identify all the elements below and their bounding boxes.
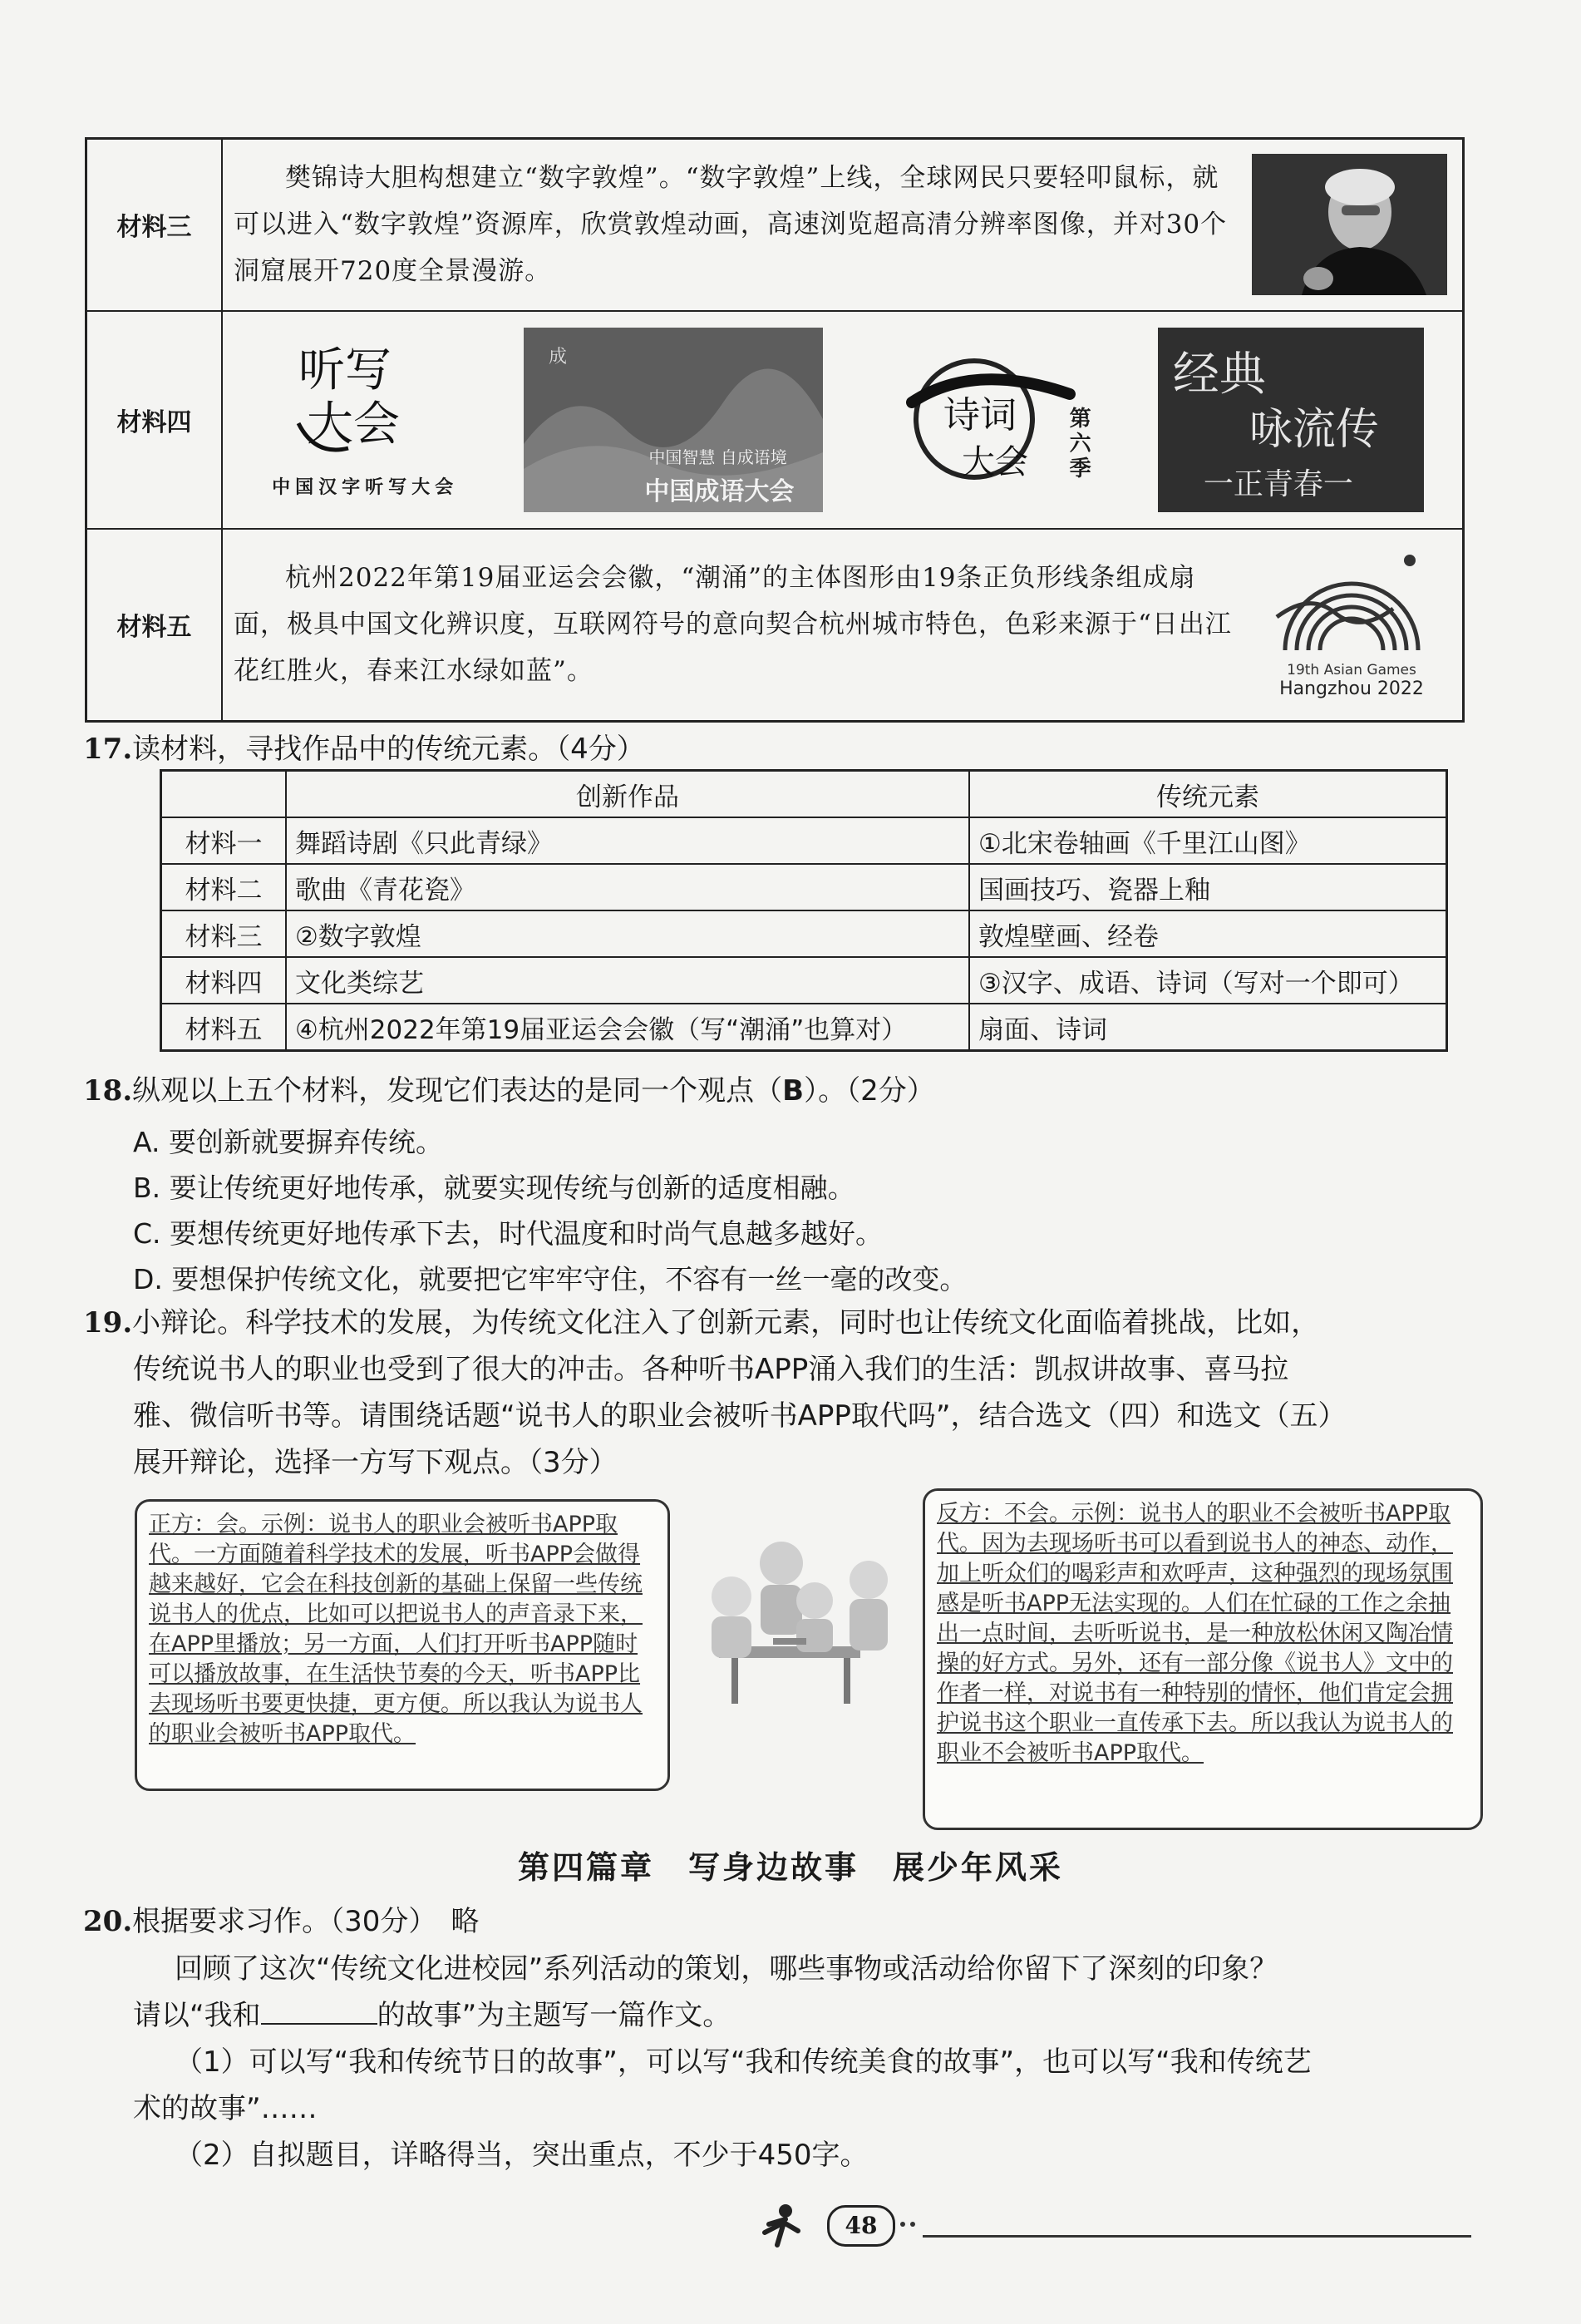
table-cell: ④杭州2022年第19届亚运会会徽（写“潮涌”也算对） (286, 1004, 969, 1051)
asian-games-line1: 19th Asian Games (1287, 661, 1416, 678)
table-cell: 文化类综艺 (286, 957, 969, 1004)
pro-speech-bubble (135, 1499, 670, 1791)
table-cell: 材料三 (161, 910, 287, 957)
table-cell: 材料二 (161, 864, 287, 910)
svg-text:大会: 大会 (307, 397, 401, 451)
materials-table (85, 137, 1465, 723)
q20-line-2b: 的故事”为主题写一篇作文。 (377, 1999, 731, 2032)
poetry-season: 第六季 (1069, 406, 1091, 481)
q20-number: 20. (83, 1905, 133, 1938)
material-4-row (86, 311, 1464, 529)
classics-line3: 一正青春一 (1203, 466, 1353, 501)
svg-text:成: 成 (549, 346, 568, 368)
table-cell: 材料五 (161, 1004, 287, 1051)
svg-text:大会: 大会 (961, 442, 1028, 481)
poetry-logo (879, 328, 1103, 512)
q18-text-after: ）。（2分） (804, 1074, 935, 1108)
asian-games-emblem-icon (1268, 550, 1435, 659)
pro-text: 正方：会。示例：说书人的职业会被听书APP取代。一方面随着科学技术的发展，听书APP会做得越来越好，它会在科技创新的基础上保留一些传统说书人的优点，比如可以把说书人的声音录下来，在APP里播放；另一方面，人们打开听书APP随时可以播放故事，在生活快节奏的今天，听书APP比去现场听书要更快捷，更方便。所以我认为说书人的职业会被听书APP取代。 (149, 1512, 643, 1747)
children-discussion-illustration (682, 1530, 906, 1713)
q19-line-3: 雅、微信听书等。请围绕话题“说书人的职业会被听书APP取代吗”，结合选文（四）和选文（五） (133, 1399, 1347, 1433)
q18-stem (83, 1067, 935, 1115)
asian-games-line2: Hangzhou 2022 (1279, 678, 1424, 699)
idiom-subtitle: 中国智慧 自成语境 (648, 447, 787, 467)
table-cell: 舞蹈诗剧《只此青绿》 (286, 817, 969, 864)
q20-line-1: 回顾了这次“传统文化进校园”系列活动的策划，哪些事物或活动给你留下了深刻的印象？ (175, 1952, 1278, 1986)
dictation-calligraphy-icon (290, 340, 440, 465)
q19-line-1 (83, 1299, 1319, 1347)
q18-text-before: 纵观以上五个材料，发现它们表达的是同一个观点（ (132, 1074, 783, 1108)
q19-line-4: 展开辩论，选择一方写下观点。（3分） (133, 1446, 618, 1479)
q19-line-2: 传统说书人的职业也受到了很大的冲击。各种听书APP涌入我们的生活：凯叔讲故事、喜马拉 (133, 1353, 1289, 1386)
svg-text:听写: 听写 (298, 343, 392, 397)
q20-stem (83, 1897, 479, 1946)
table-cell: ②数字敦煌 (286, 910, 969, 957)
classics-line2: 咏流传 (1249, 404, 1379, 455)
q18-option-c: C. 要想传统更好地传承下去，时代温度和时尚气息越多越好。 (133, 1217, 884, 1250)
q17-header-row (161, 771, 1447, 818)
table-cell: 歌曲《青花瓷》 (286, 864, 969, 910)
table-cell: ①北宋卷轴画《千里江山图》 (969, 817, 1447, 864)
material-5-row (86, 529, 1464, 722)
classics-logo (1158, 328, 1424, 512)
con-text: 反方：不会。示例：说书人的职业不会被听书APP取代。因为去现场听书可以看到说书人的神态、动作，加上听众们的喝彩声和欢呼声，这种强烈的现场氛围感是听书APP无法实现的。人们在忙碌的工作之余抽出一点时间，去听听说书，是一种放松休闲又陶冶情操的好方式。另外，还有一部分像《说书人》文中的作者一样，对说书有一种特别的情怀，他们肯定会拥护说书这个职业一直传承下去。所以我认为说书人的职业不会被听书APP取代。 (937, 1501, 1453, 1766)
table-cell: 扇面、诗词 (969, 1004, 1447, 1051)
table-row (161, 817, 1447, 864)
footer-rule (923, 2235, 1471, 2238)
table-cell: 材料四 (161, 957, 287, 1004)
table-cell: ③汉字、成语、诗词（写对一个即可） (969, 957, 1447, 1004)
con-speech-bubble (923, 1488, 1483, 1830)
q20-line-2 (133, 1991, 731, 2040)
dot-decoration (900, 2222, 905, 2227)
material-3-text: 樊锦诗大胆构想建立“数字敦煌”。“数字敦煌”上线，全球网民只要轻叩鼠标，就可以进入“数字敦煌”资源库，欣赏敦煌动画，高速浏览超高清分辨率图像，并对30个洞窟展开720度全景漫游。 (234, 163, 1228, 287)
table-cell: 国画技巧、瓷器上釉 (969, 864, 1447, 910)
table-cell: 材料一 (161, 817, 287, 864)
q18-number: 18. (83, 1074, 133, 1108)
q17-header-1: 创新作品 (286, 771, 969, 818)
material-5-cell (222, 529, 1464, 722)
q20-line-2a: 请以“我和 (133, 1999, 261, 2032)
q17-text: 读材料，寻找作品中的传统元素。（4分） (132, 733, 645, 766)
q18-option-d: D. 要想保护传统文化，就要把它牢牢守住，不容有一丝一毫的改变。 (133, 1263, 968, 1295)
table-row (161, 957, 1447, 1004)
portrait-photo (1252, 154, 1447, 295)
table-row (161, 1004, 1447, 1051)
table-row (161, 864, 1447, 910)
q17-table (160, 769, 1448, 1052)
q17-stem (83, 725, 645, 773)
dictation-logo (261, 340, 469, 499)
q19-text-1: 小辩论。科学技术的发展，为传统文化注入了创新元素，同时也让传统文化面临着挑战，比如， (132, 1306, 1320, 1340)
svg-text:诗词: 诗词 (943, 393, 1017, 437)
material-3-row (86, 139, 1464, 311)
material-3-cell (222, 139, 1464, 311)
q17-header-0 (161, 771, 287, 818)
idiom-logo (524, 328, 823, 512)
q17-header-2: 传统元素 (969, 771, 1447, 818)
classics-line1: 经典 (1172, 347, 1266, 402)
table-cell: 敦煌壁画、经卷 (969, 910, 1447, 957)
chapter-title: 第四篇章 写身边故事 展少年风采 (517, 1849, 1063, 1886)
q17-number: 17. (83, 733, 133, 766)
idiom-caption: 中国成语大会 (644, 476, 795, 506)
dictation-caption: 中国汉字听写大会 (272, 477, 459, 498)
q20-req-2: （2）自拟题目，详略得当，突出重点，不少于450字。 (175, 2139, 869, 2172)
blank-line (261, 1998, 377, 2025)
running-figure-icon (752, 2199, 810, 2249)
asian-games-logo (1252, 550, 1451, 699)
q19-number: 19. (83, 1306, 133, 1340)
dot-decoration (910, 2222, 915, 2227)
q20-req-1b: 术的故事”…… (133, 2092, 318, 2125)
page-number: 48 (827, 2205, 895, 2247)
q20-text: 根据要求习作。（30分） 略 (132, 1905, 480, 1938)
material-4-cell (222, 311, 1464, 529)
material-5-text: 杭州2022年第19届亚运会会徽，“潮涌”的主体图形由19条正负形线条组成扇面，极具中国文化辨识度，互联网符号的意向契合杭州城市特色，色彩来源于“日出江花红胜火，春来江水绿如蓝”。 (234, 563, 1232, 687)
material-3-label: 材料三 (86, 139, 223, 311)
q20-req-1a: （1）可以写“我和传统节日的故事”，可以写“我和传统美食的故事”，也可以写“我和传统艺 (175, 2045, 1312, 2079)
material-5-label: 材料五 (86, 529, 223, 722)
q18-answer: B (782, 1074, 805, 1108)
q18-option-a: A. 要创新就要摒弃传统。 (133, 1126, 443, 1158)
table-row (161, 910, 1447, 957)
q18-option-b: B. 要让传统更好地传承，就要实现传统与创新的适度相融。 (133, 1172, 855, 1204)
material-4-label: 材料四 (86, 311, 223, 529)
